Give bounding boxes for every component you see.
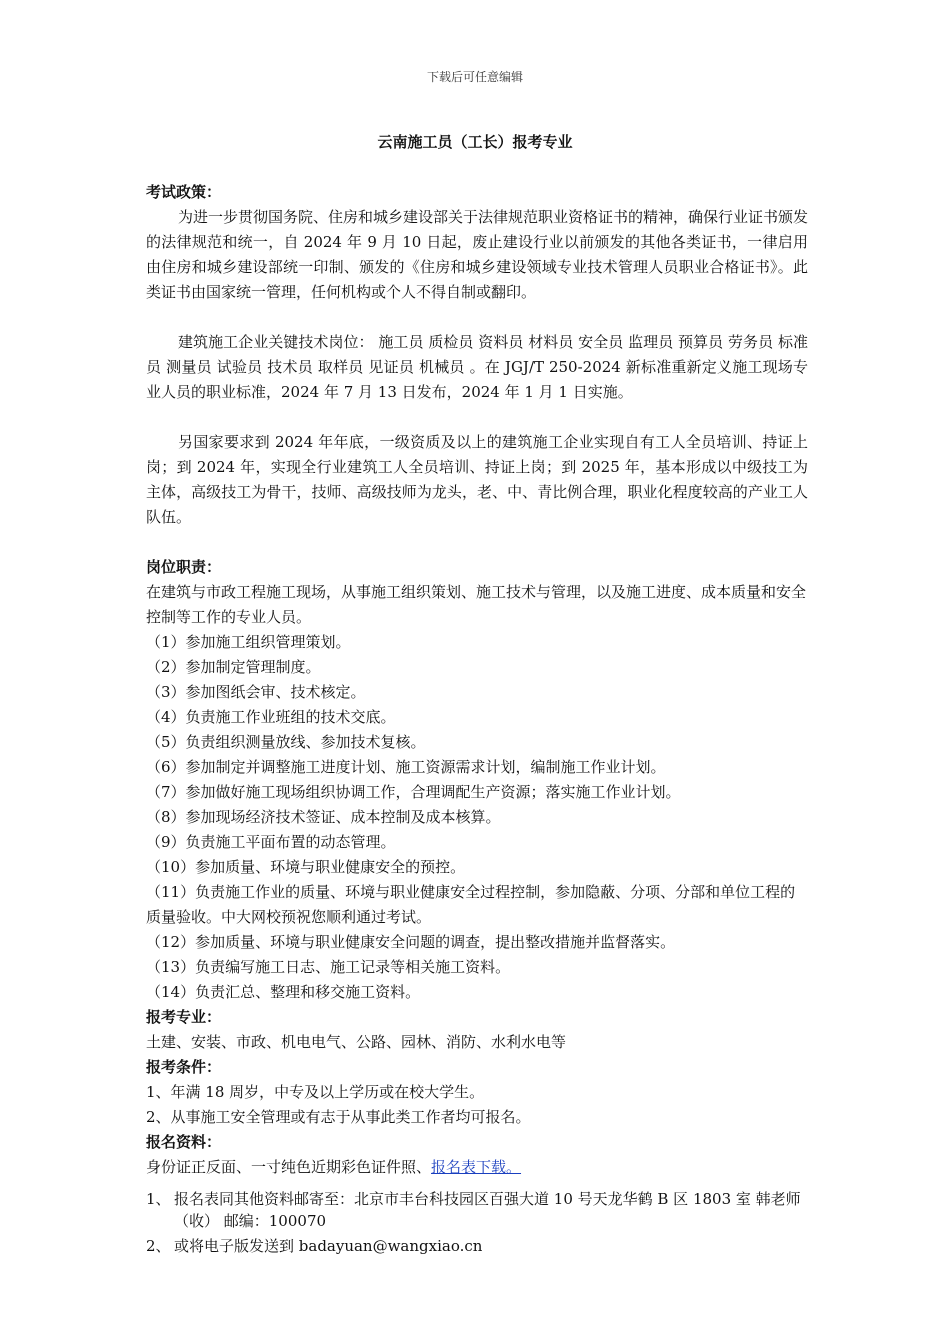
condition-item: 2、从事施工安全管理或有志于从事此类工作者均可报名。 <box>146 1108 531 1126</box>
duty-item: （12）参加质量、环境与职业健康安全问题的调查，提出整改措施并监督落实。 <box>146 933 676 951</box>
duty-item: （4）负责施工作业班组的技术交底。 <box>146 708 396 726</box>
document-body <box>146 180 808 1257</box>
duties-intro: 在建筑与市政工程施工现场，从事施工组织策划、施工技术与管理，以及施工进度、成本质量和安全控制等工作的专业人员。 <box>146 583 807 626</box>
materials-text: 身份证正反面、一寸纯色近期彩色证件照、 <box>146 1158 432 1176</box>
paragraph-gap <box>146 405 808 430</box>
majors-text: 土建、安装、市政、机电电气、公路、园林、消防、水利水电等 <box>146 1033 567 1051</box>
policy-paragraph-1: 为进一步贯彻国务院、住房和城乡建设部关于法律规范职业资格证书的精神，确保行业证书颁发的法律规范和统一，自 2024 年 9 月 10 日起，废止建设行业以前颁发的其他各类证书，一律启用由住房和城乡建设部统一印制、颁发的《住房和城乡建设领域专业技术管理人员职业合格证书》。此类证书由国家统一管理，任何机构或个人不得自制或翻印。 <box>146 208 809 301</box>
header-note: 下载后可任意编辑 <box>426 70 523 84</box>
paragraph-gap <box>146 530 808 555</box>
duty-item: （2）参加制定管理制度。 <box>146 658 321 676</box>
submission-item <box>146 1188 808 1232</box>
policy-paragraph-2: 建筑施工企业关键技术岗位： 施工员 质检员 资料员 材料员 安全员 监理员 预算员 劳务员 标准员 测量员 试验员 技术员 取样员 见证员 机械员 。在 JGJ/T 250-2024 新标准重新定义施工现场专业人员的职业标准，2024 年 7 月 13 日发布，2024 年 1 月 1 日实施。 <box>146 333 808 401</box>
conditions-heading: 报考条件： <box>146 1058 222 1076</box>
paragraph-gap <box>146 305 808 330</box>
submission-number: 2、 <box>146 1237 171 1255</box>
download-form-link[interactable]: 报名表下载。 <box>431 1158 522 1176</box>
materials-line <box>146 1155 808 1180</box>
document-title: 云南施工员（工长）报考专业 <box>377 133 573 151</box>
duty-item: （11）负责施工作业的质量、环境与职业健康安全过程控制，参加隐蔽、分项、分部和单位工程的质量验收。中大网校预祝您顺利通过考试。 <box>146 883 796 926</box>
policy-paragraph-3: 另国家要求到 2024 年年底，一级资质及以上的建筑施工企业实现自有工人全员培训、持证上岗；到 2024 年，实现全行业建筑工人全员培训、持证上岗；到 2025 年，基本形成以中级技工为主体，高级技工为骨干，技师、高级技师为龙头，老、中、青比例合理，职业化程度较高的产业工人队伍。 <box>146 433 808 526</box>
submission-item <box>146 1235 808 1257</box>
duty-item: （8）参加现场经济技术签证、成本控制及成本核算。 <box>146 808 501 826</box>
submission-number: 1、 <box>146 1190 171 1208</box>
submission-text: 报名表同其他资料邮寄至：北京市丰台科技园区百强大道 10 号天龙华鹤 B 区 1803 室 韩老师（收） 邮编：100070 <box>174 1190 801 1230</box>
duty-item: （6）参加制定并调整施工进度计划、施工资源需求计划，编制施工作业计划。 <box>146 758 666 776</box>
duty-item: （9）负责施工平面布置的动态管理。 <box>146 833 396 851</box>
duties-heading: 岗位职责： <box>146 558 222 576</box>
duty-item: （10）参加质量、环境与职业健康安全的预控。 <box>146 858 466 876</box>
condition-item: 1、年满 18 周岁，中专及以上学历或在校大学生。 <box>146 1083 485 1101</box>
submission-list <box>146 1188 808 1257</box>
policy-heading: 考试政策： <box>146 183 222 201</box>
duty-item: （5）负责组织测量放线、参加技术复核。 <box>146 733 426 751</box>
duty-item: （3）参加图纸会审、技术核定。 <box>146 683 366 701</box>
majors-heading: 报考专业： <box>146 1008 222 1026</box>
submission-text: 或将电子版发送到 badayuan@wangxiao.cn <box>174 1237 483 1255</box>
duty-item: （7）参加做好施工现场组织协调工作，合理调配生产资源；落实施工作业计划。 <box>146 783 681 801</box>
duty-item: （13）负责编写施工日志、施工记录等相关施工资料。 <box>146 958 511 976</box>
duty-item: （14）负责汇总、整理和移交施工资料。 <box>146 983 421 1001</box>
duty-item: （1）参加施工组织管理策划。 <box>146 633 351 651</box>
materials-heading: 报名资料： <box>146 1133 222 1151</box>
